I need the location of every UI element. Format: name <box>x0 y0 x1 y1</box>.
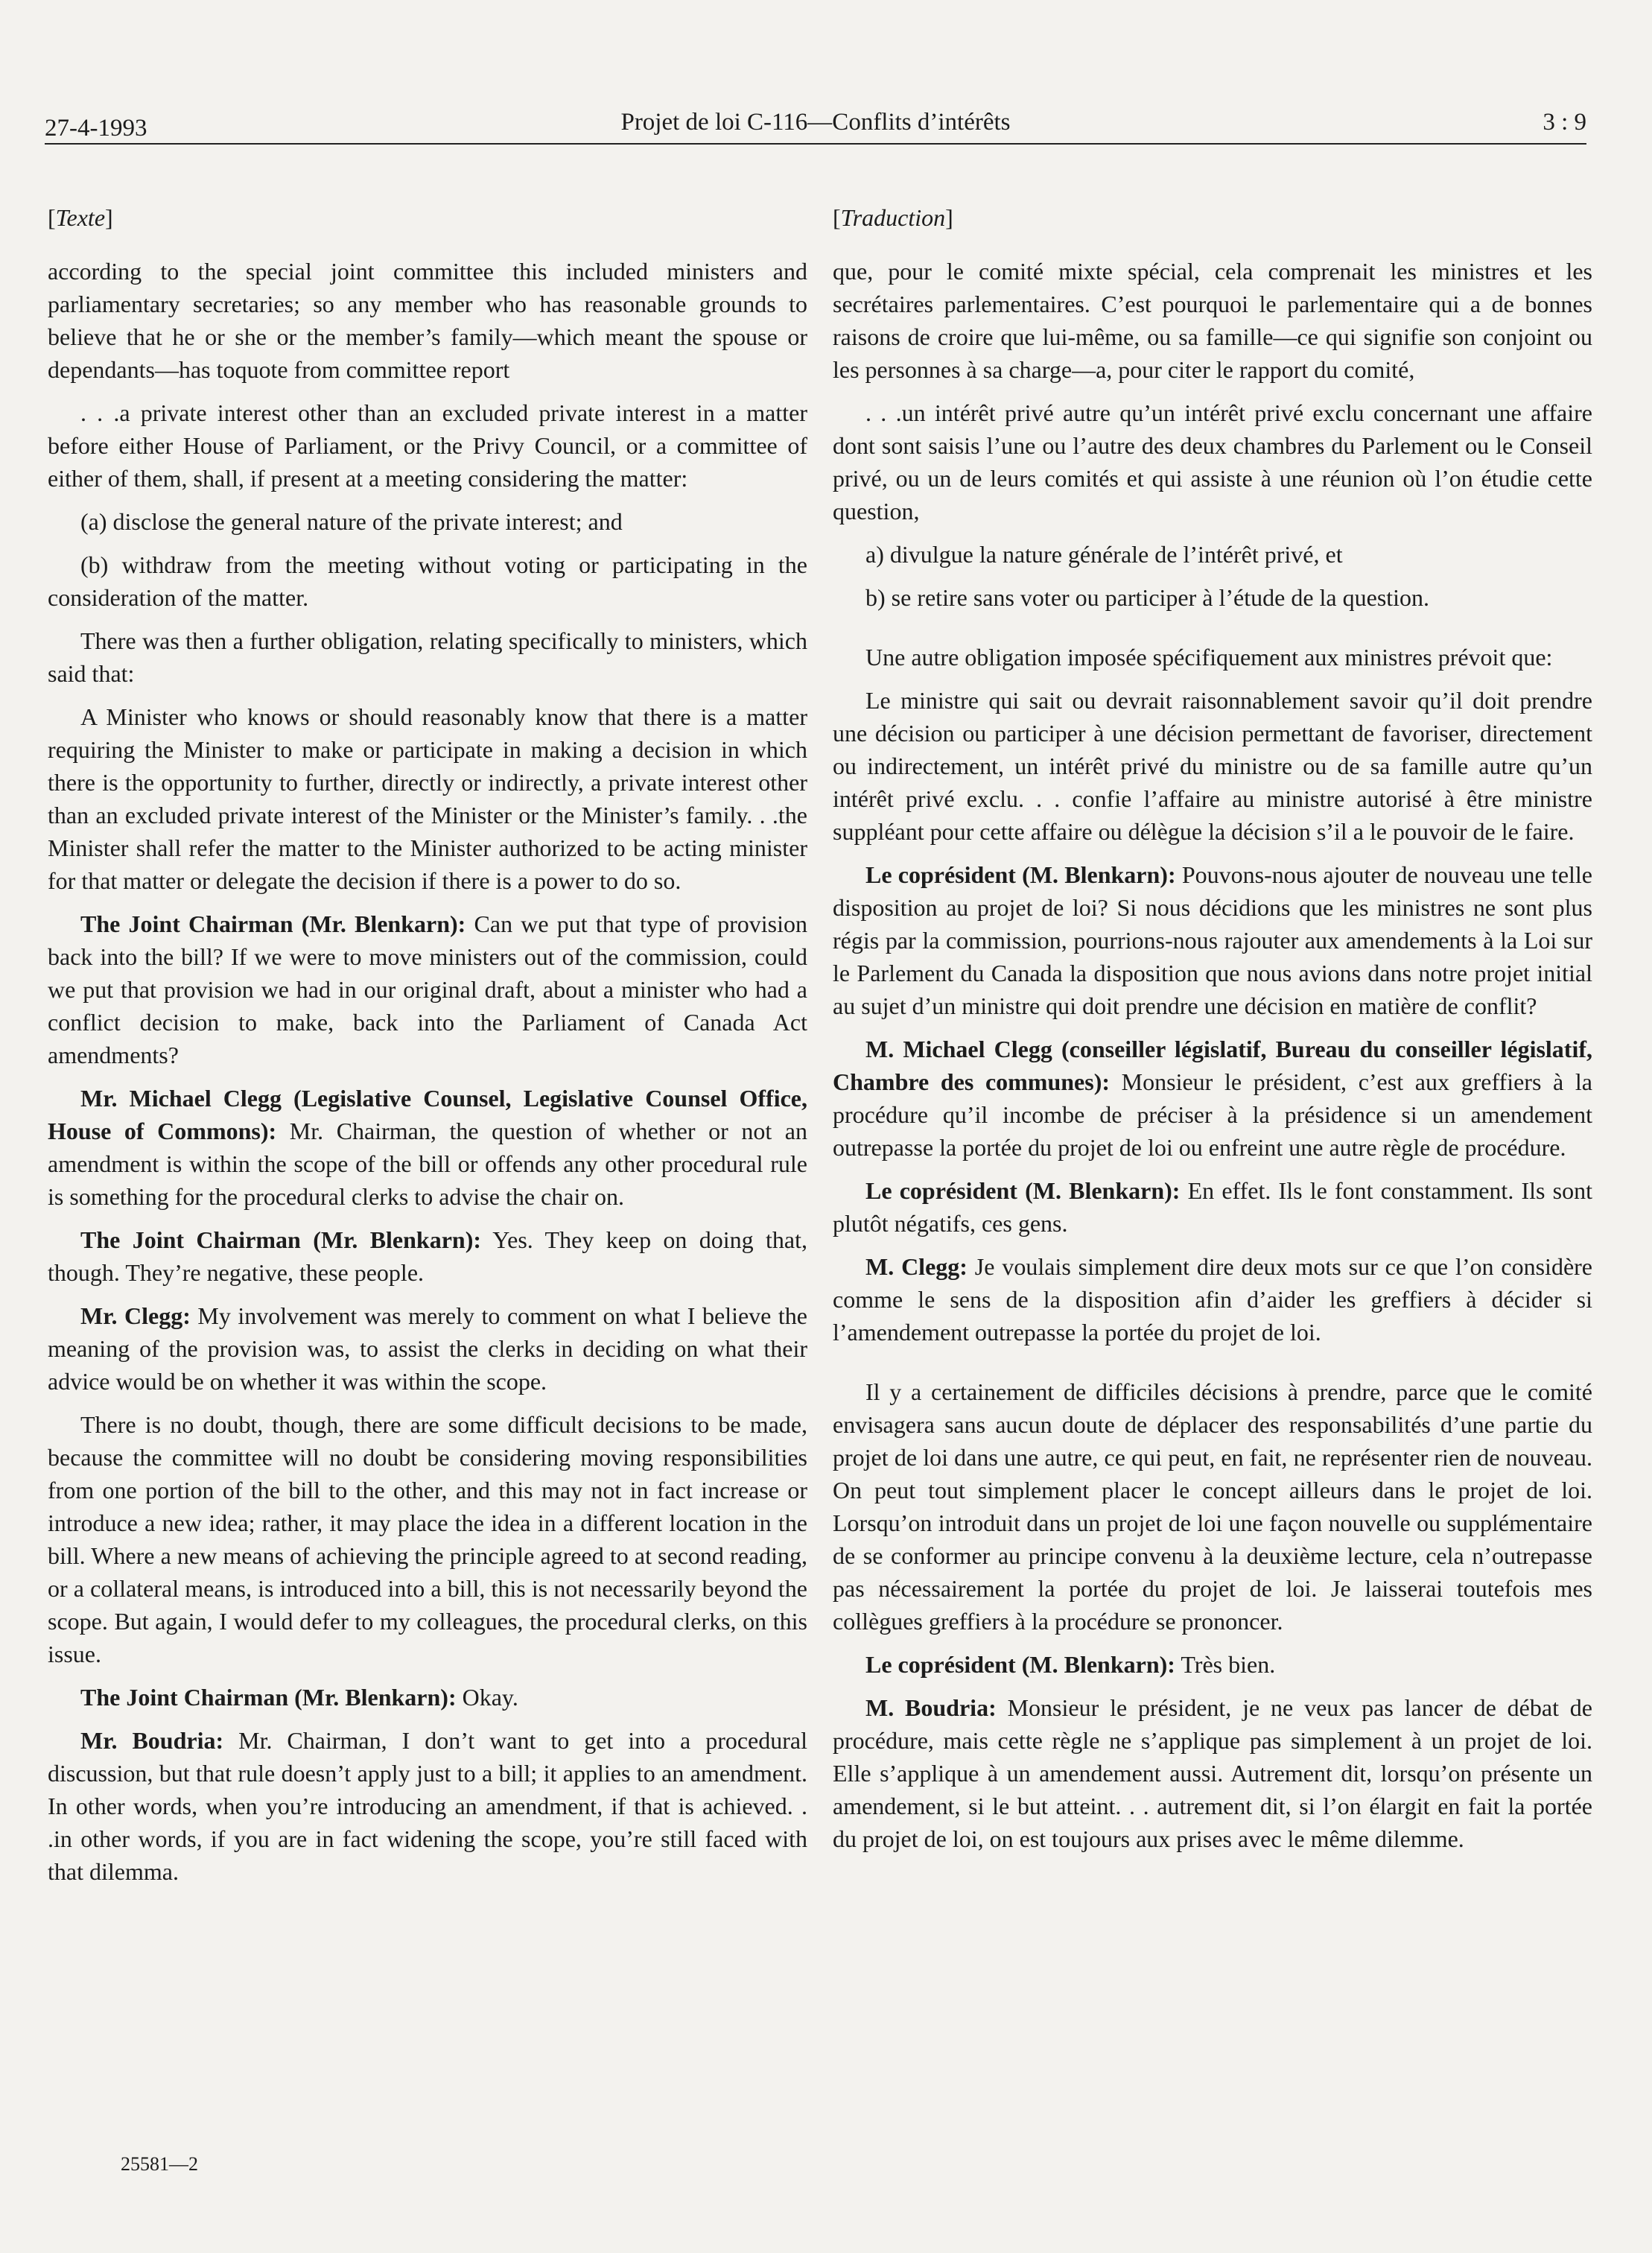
speaker-name: M. Boudria: <box>865 1694 997 1721</box>
quote-item-b: (b) withdraw from the meeting without voting or participating in the consideration of the matter. <box>48 551 807 611</box>
quote-item-b: b) se retire sans voter ou participer à l’étude de la question. <box>865 584 1430 611</box>
speaker-name: The Joint Chairman (Mr. Blenkarn): <box>80 910 466 937</box>
quote-paragraph: . . .un intérêt privé autre qu’un intérêt privé exclu concernant une affaire dont sont saisis l’une ou l’autre des deux chambres du Parlement ou le Conseil privé, ou un de leurs comités et qui assiste à une réunion où l’on étudie cette question, <box>833 399 1592 525</box>
french-column <box>833 201 1592 1866</box>
speaker-name: Mr. Boudria: <box>80 1727 224 1754</box>
speech: Le coprésident (M. Blenkarn): Très bien. <box>865 1651 1276 1678</box>
header-date: 27-4-1993 <box>45 115 147 142</box>
paragraph: There was then a further obligation, relating specifically to ministers, which said that: <box>48 627 807 687</box>
paragraph: There is no doubt, though, there are some difficult decisions to be made, because the committee will no doubt be considering moving responsibilities from one portion of the bill to the other, and this may not in fact increase or introduce a new idea; rather, it may place the idea in a different location in the bill. Where a new means of achieving the principle agreed to at second reading, or a collateral means, is introduced into a bill, this is not necessarily beyond the scope. But again, I would defer to my colleagues, the procedural clerks, on this issue. <box>48 1411 807 1667</box>
speaker-name: Le coprésident (M. Blenkarn): <box>865 1651 1175 1678</box>
speaker-name: Le coprésident (M. Blenkarn): <box>865 1177 1181 1204</box>
speaker-name: Mr. Clegg: <box>80 1302 191 1329</box>
header-title: Projet de loi C-116—Conflits d’intérêts <box>620 109 1011 136</box>
speech: Mr. Boudria: Mr. Chairman, I don’t want to get into a procedural discussion, but that rule doesn’t apply just to a bill; it applies to an amendment. In other words, when you’re introducing an amendment, if that is achieved. . .in other words, if you are in fact widening the scope, you’re still faced with that dilemma. <box>48 1727 808 1885</box>
speech: M. Michael Clegg (conseiller législatif, Bureau du conseiller législatif, Chambre des communes): Monsieur le président, c’est aux greffiers à la procédure qu’il incombe de préciser à la présidence si un amendement outrepasse la portée du projet de loi ou enfreint une autre règle de procédure. <box>833 1036 1593 1161</box>
speech: M. Clegg: Je voulais simplement dire deux mots sur ce que l’on considère comme le sens de la disposition afin d’aider les greffiers à décider si l’amendement outrepasse la portée du projet de loi. <box>833 1253 1593 1346</box>
speech: The Joint Chairman (Mr. Blenkarn): Can we put that type of provision back into the bill? If we were to move ministers out of the commission, could we put that provision we had in our original draft, about a minister who had a conflict decision to make, back into the Parliament of Canada Act amendments? <box>48 910 808 1068</box>
quote-paragraph: A Minister who knows or should reasonably know that there is a matter requiring the Minister to make or participate in making a decision in which there is the opportunity to further, directly or indirectly, a private interest other than an excluded private interest of the Minister or the Minister’s family. . .the Minister shall refer the matter to the Minister authorized to be acting minister for that matter or delegate the decision if there is a power to do so. <box>48 703 807 894</box>
quote-item-a: a) divulgue la nature générale de l’intérêt privé, et <box>865 541 1343 568</box>
paragraph: Une autre obligation imposée spécifiquement aux ministres prévoit que: <box>865 644 1553 671</box>
english-column <box>48 201 807 1898</box>
speech: The Joint Chairman (Mr. Blenkarn): Okay. <box>80 1684 518 1711</box>
speech: Mr. Michael Clegg (Legislative Counsel, Legislative Counsel Office, House of Commons): Mr. Chairman, the question of whether or not an amendment is within the scope of the bill or offends any other procedural rule is something for the procedural clerks to advise the chair on. <box>48 1085 808 1210</box>
speech: M. Boudria: Monsieur le président, je ne veux pas lancer de débat de procédure, mais cette règle ne s’applique pas simplement à un projet de loi. Elle s’applique à un amendement aussi. Autrement dit, lorsqu’on présente un amendement, si le but atteint. . . autrement dit, si l’on élargit en fait la portée du projet de loi, on est toujours aux prises avec le même dilemme. <box>833 1694 1593 1852</box>
language-label-english: [Texte] <box>48 204 113 231</box>
speaker-name: Mr. Michael Clegg (Legislative Counsel, Legislative Counsel Office, House of Commons): <box>48 1085 807 1144</box>
speaker-name: Le coprésident (M. Blenkarn): <box>865 861 1176 888</box>
quote-paragraph: Le ministre qui sait ou devrait raisonnablement savoir qu’il doit prendre une décision ou participer à une décision permettant de favoriser, directement ou indirectement, un intérêt privé du ministre ou de sa famille autre qu’un intérêt privé exclu. . . confie l’affaire au ministre autorisé à être ministre suppléant pour cette affaire ou délègue la décision s’il a le pouvoir de le faire. <box>833 687 1592 845</box>
speaker-name: The Joint Chairman (Mr. Blenkarn): <box>80 1684 457 1711</box>
paragraph: Il y a certainement de difficiles décisions à prendre, parce que le comité envisagera sans aucun doute de déplacer des responsabilités d’une partie du projet de loi dans une autre, ce qui peut, en fait, ne représenter rien de nouveau. On peut tout simplement placer le concept ailleurs dans le projet de loi. Lorsqu’on introduit dans un projet de loi une façon nouvelle ou supplémentaire de se conformer au principe convenu à la deuxième lecture, cela n’outrepasse pas nécessairement la portée du projet de loi. Je laisserai toutefois mes collègues greffiers à la procédure se prononcer. <box>833 1378 1592 1635</box>
header-page-number: 3 : 9 <box>1543 109 1586 136</box>
paragraph: according to the special joint committee this included ministers and parliamentary secretaries; so any member who has reasonable grounds to believe that he or she or the member’s family—which meant the spouse or dependants—has toquote from committee report <box>48 258 807 383</box>
header-rule <box>45 143 1586 145</box>
speech: The Joint Chairman (Mr. Blenkarn): Yes. They keep on doing that, though. They’re negative, these people. <box>48 1226 808 1286</box>
speech: Mr. Clegg: My involvement was merely to comment on what I believe the meaning of the provision was, to assist the clerks in deciding on what their advice would be on whether it was within the scope. <box>48 1302 808 1395</box>
speaker-name: M. Michael Clegg (conseiller législatif, Bureau du conseiller législatif, Chambre des communes): <box>833 1036 1592 1095</box>
page-header <box>45 104 1586 142</box>
quote-item-a: (a) disclose the general nature of the private interest; and <box>80 508 623 535</box>
speaker-name: The Joint Chairman (Mr. Blenkarn): <box>80 1226 482 1253</box>
speaker-name: M. Clegg: <box>865 1253 968 1280</box>
speech: Le coprésident (M. Blenkarn): En effet. Ils le font constamment. Ils sont plutôt négatifs, ces gens. <box>833 1177 1593 1237</box>
speech: Le coprésident (M. Blenkarn): Pouvons-nous ajouter de nouveau une telle disposition au projet de loi? Si nous décidions que les ministres ne sont plus régis par la commission, pourrions-nous rajouter aux amendements à la Loi sur le Parlement du Canada la disposition que nous avions dans notre projet initial au sujet d’un ministre qui doit prendre une décision en matière de conflit? <box>833 861 1593 1019</box>
language-label-french: [Traduction] <box>833 204 953 231</box>
quote-paragraph: . . .a private interest other than an excluded private interest in a matter before either House of Parliament, or the Privy Council, or a committee of either of them, shall, if present at a meeting considering the matter: <box>48 399 807 492</box>
paragraph: que, pour le comité mixte spécial, cela comprenait les ministres et les secrétaires parlementaires. C’est pourquoi le parlementaire qui a de bonnes raisons de croire que lui-même, ou sa famille—ce qui signifie son conjoint ou les personnes à sa charge—a, pour citer le rapport du comité, <box>833 258 1592 383</box>
print-code: 25581—2 <box>121 2153 198 2175</box>
